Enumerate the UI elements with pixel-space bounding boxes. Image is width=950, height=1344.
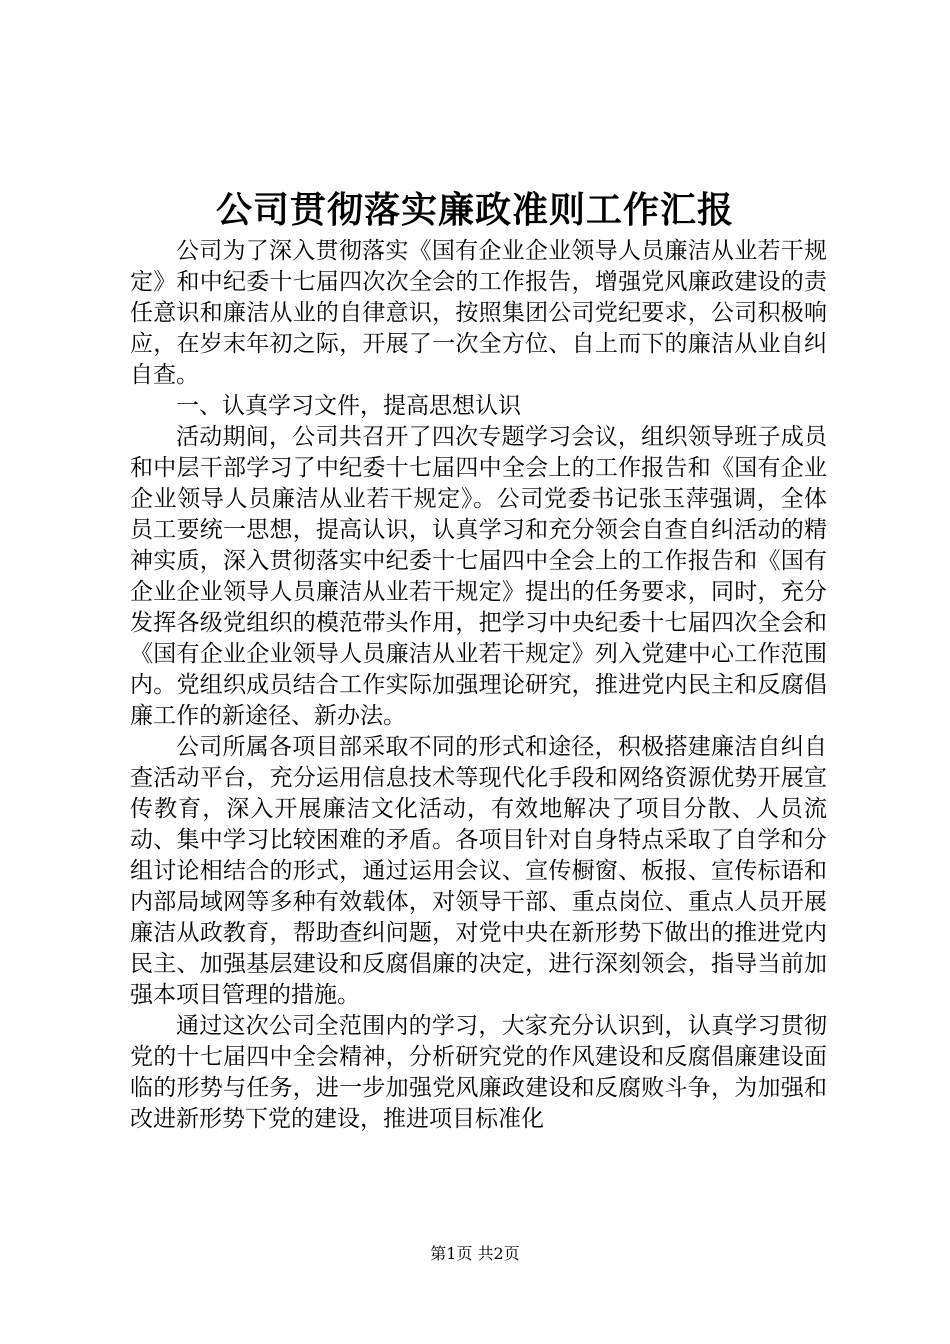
document-body <box>130 236 827 1135</box>
document-title: 公司贯彻落实廉政准则工作汇报 <box>215 189 734 231</box>
paragraph-project-departments: 公司所属各项目部采取不同的形式和途径，积极搭建廉洁自纠自查活动平台，充分运用信息技术等现代化手段和网络资源优势开展宣传教育，深入开展廉洁文化活动，有效地解决了项目分散、人员流动、集中学习比较困难的矛盾。各项目针对自身特点采取了自学和分组讨论相结合的形式，通过运用会议、宣传橱窗、板报、宣传标语和内部局域网等多种有效载体，对领导干部、重点岗位、重点人员开展廉洁从政教育，帮助查纠问题，对党中央在新形势下做出的推进党内民主、加强基层建设和反腐倡廉的决定，进行深刻领会，指导当前加强本项目管理的措施。 <box>130 734 827 1008</box>
section-heading-1: 一、认真学习文件，提高思想认识 <box>176 393 521 419</box>
paragraph-study-meetings: 活动期间，公司共召开了四次专题学习会议，组织领导班子成员和中层干部学习了中纪委十七届四中全会上的工作报告和《国有企业企业领导人员廉洁从业若干规定》。公司党委书记张玉萍强调，全体员工要统一思想，提高认识，认真学习和充分领会自查自纠活动的精神实质，深入贯彻落实中纪委十七届四中全会上的工作报告和《国有企业企业领导人员廉洁从业若干规定》提出的任务要求，同时，充分发挥各级党组织的模范带头作用，把学习中央纪委十七届四次全会和《国有企业企业领导人员廉洁从业若干规定》列入党建中心工作范围内。党组织成员结合工作实际加强理论研究，推进党内民主和反腐倡廉工作的新途径、新办法。 <box>130 424 827 729</box>
paragraph-intro: 公司为了深入贯彻落实《国有企业企业领导人员廉洁从业若干规定》和中纪委十七届四次次全会的工作报告，增强党风廉政建设的责任意识和廉洁从业的自律意识，按照集团公司党纪要求，公司积极响应，在岁末年初之际，开展了一次全方位、自上而下的廉洁从业自纠自查。 <box>130 238 827 388</box>
page-footer: 第1页 共2页 <box>430 1244 520 1263</box>
paragraph-conclusion: 通过这次公司全范围内的学习，大家充分认识到，认真学习贯彻党的十七届四中全会精神，分析研究党的作风建设和反腐倡廉建设面临的形势与任务，进一步加强党风廉政建设和反腐败斗争，为加强和改进新形势下党的建设，推进项目标准化 <box>130 1013 827 1132</box>
